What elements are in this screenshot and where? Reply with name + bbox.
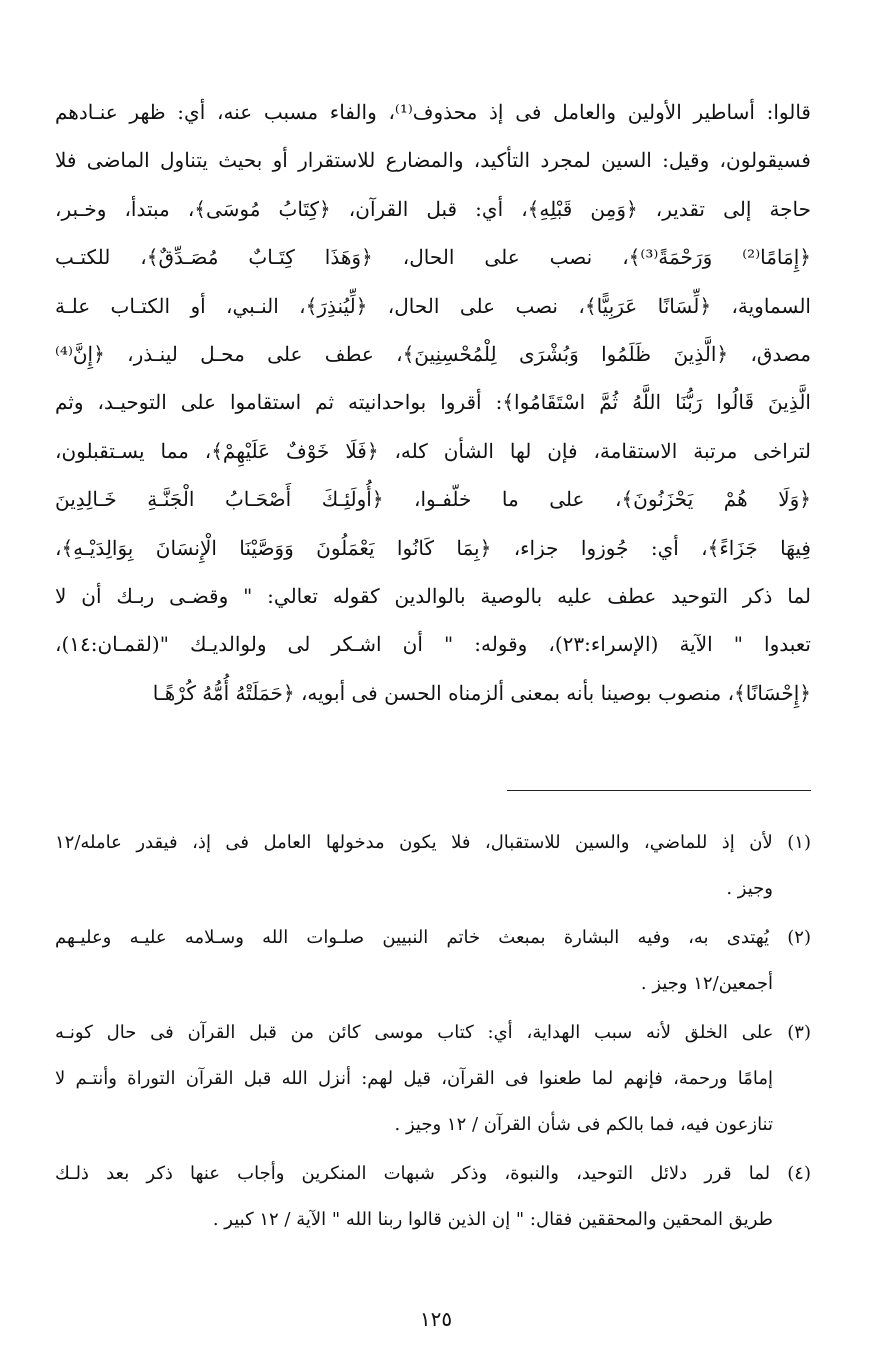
footnote — [55, 820, 811, 912]
footnote-divider — [507, 790, 811, 791]
text-line: ﴿إِحْسَانًا﴾، منصوب بوصينا بأنه بمعنى ألزمناه الحسن فى أبويه، ﴿حَمَلَتْهُ أُمُّهُ كُرْهًـا — [152, 680, 811, 705]
text-line: فسيقولون، وقيل: السين لمجرد التأكيد، والمضارع للاستقرار أو بحيث يتناول الماضى فلا — [55, 148, 811, 173]
footnote-text: على الخلق لأنه سبب الهداية، أي: كتاب موسى كائن من قبل القرآن فى حال كونـه — [55, 1022, 774, 1043]
footnote — [55, 1010, 811, 1148]
text-line: لما ذكر التوحيد عطف عليه بالوصية بالوالدين كقوله تعالي: " وقضـى ربـك أن لا — [55, 583, 811, 608]
footnote-line: تنازعون فيه، فما بالكم فى شأن القرآن / ١٢ وجيز . — [394, 1114, 773, 1135]
text-line: ﴿إِمَامًا⁽²⁾ وَرَحْمَةً⁽³⁾﴾، نصب على الحال، ﴿وَهَذَا كِتَـابٌ مُصَـدِّقٌ﴾، للكتـب — [55, 245, 811, 270]
footnote-marker: (٢) — [787, 927, 811, 948]
text-line: لتراخى مرتبة الاستقامة، فإن لها الشأن كله، ﴿فَلَا خَوْفٌ عَلَيْهِمْ﴾، مما يسـتقبلون، — [55, 438, 811, 463]
footnote-line — [55, 1010, 811, 1056]
footnote-marker: (٣) — [787, 1022, 811, 1043]
footnote — [55, 915, 811, 1007]
footnotes — [55, 820, 811, 1246]
footnote-text: لما قرر دلائل التوحيد، والنبوة، وذكر شبهات المنكرين وأجاب عنها ذكر بعد ذلـك — [55, 1163, 771, 1184]
footnote-marker: (١) — [787, 832, 811, 853]
footnote-line — [55, 820, 811, 866]
footnote-line — [55, 1151, 811, 1197]
main-text — [55, 88, 811, 717]
footnote-text: يُهتدى به، وفيه البشارة بمبعث خاتم النبيين صلـوات الله وسـلامه عليـه وعليـهم — [55, 927, 770, 948]
text-line: الَّذِينَ قَالُوا رَبُّنَا اللَّهُ ثُمَّ اسْتَقَامُوا﴾: أقروا بواحدانيته ثم استقاموا على التوحيـد، وثم — [55, 390, 811, 415]
footnote-marker: (٤) — [787, 1163, 811, 1184]
text-line: ﴿وَلَا هُمْ يَحْزَنُونَ﴾، على ما خلّفـوا، ﴿أُولَئِـكَ أَصْحَـابُ الْجَنَّـةِ خَـالِدِينَ — [55, 487, 811, 512]
footnote-line — [55, 915, 811, 961]
footnote-text: لأن إذ للماضي، والسين للاستقبال، فلا يكون مدخولها العامل فى إذ، فيقدر عامله/١٢ — [55, 832, 773, 853]
text-line: تعبدوا " الآية (الإسراء:٢٣)، وقوله: " أن اشـكر لى ولوالديـك "(لقمـان:١٤)، — [55, 632, 811, 657]
footnote — [55, 1151, 811, 1243]
page-number: ١٢٥ — [419, 1307, 453, 1331]
text-line: فِيهَا جَزَاءً﴾، أي: جُوزوا جزاء، ﴿بِمَا كَانُوا يَعْمَلُونَ وَوَصَّيْنَا الْإِنسَانَ بِوَالِدَيْـهِ﴾، — [55, 535, 811, 560]
text-line: مصدق، ﴿الَّذِينَ ظَلَمُوا وَبُشْرَى لِلْمُحْسِنِينَ﴾، عطف على محـل لينـذر، ﴿إِنَّ⁽⁴⁾ — [55, 341, 811, 366]
footnote-line: إمامًا ورحمة، فإنهم لما طعنوا فى القرآن، قيل لهم: أنزل الله قبل القرآن التوراة وأنتـم لا — [55, 1068, 773, 1089]
text-line: قالوا: أساطير الأولين والعامل فى إذ محذوف⁽¹⁾، والفاء مسبب عنه، أي: ظهر عنـادهم — [55, 100, 811, 124]
footnote-line: طريق المحقين والمحققين فقال: " إن الذين قالوا ربنا الله " الآية / ١٢ كبير . — [212, 1209, 773, 1230]
footnote-line: أجمعين/١٢ وجيز . — [640, 973, 773, 994]
footnote-line: وجيز . — [726, 878, 773, 899]
text-line: حاجة إلى تقدير، ﴿وَمِن قَبْلِهِ﴾، أي: قبل القرآن، ﴿كِتَابُ مُوسَى﴾، مبتدأ، وخـبر، — [55, 196, 811, 221]
text-line: السماوية، ﴿لِّسَانًا عَرَبِيًّا﴾، نصب على الحال، ﴿لِّيُنذِرَ﴾، النـبي، أو الكتـاب علـة — [55, 293, 811, 318]
